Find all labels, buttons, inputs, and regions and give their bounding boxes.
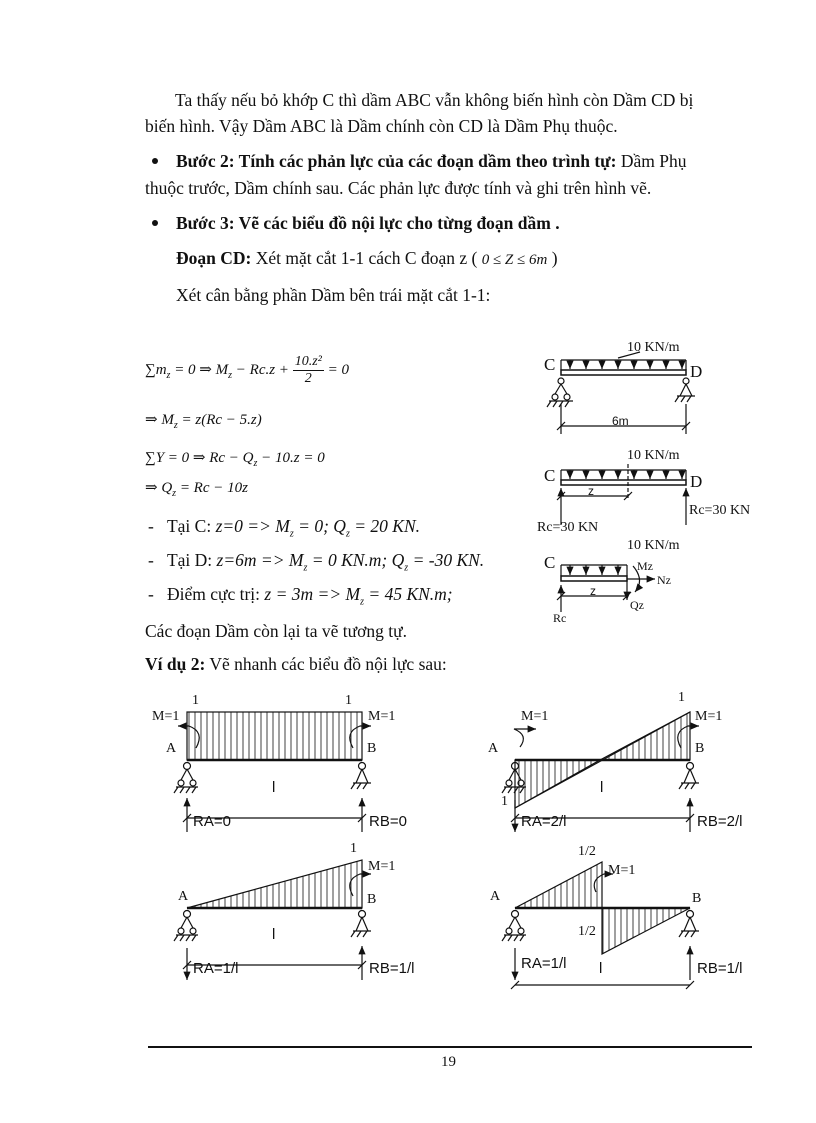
- reaction-a: RA=1/l: [521, 955, 567, 972]
- value-label: 1/2: [578, 844, 596, 859]
- balance-text: Xét cân bằng phần Dầm bên trái mặt cắt 1-1:: [176, 285, 491, 305]
- node-b: B: [367, 892, 377, 907]
- value-label: 1: [501, 794, 508, 809]
- segment-range: 0 ≤ Z ≤ 6m: [481, 252, 548, 268]
- segment-text: Xét mặt cắt 1-1 cách C đoạn z (: [255, 248, 478, 268]
- node-b: B: [695, 741, 705, 756]
- node-b: B: [367, 741, 377, 756]
- node-d: D: [690, 472, 703, 491]
- node-a: A: [166, 741, 177, 756]
- reaction-a: RA=0: [193, 813, 231, 830]
- z-label: z: [590, 584, 596, 598]
- moment-label: M=1: [608, 863, 636, 878]
- reaction-label: Rc: [553, 611, 567, 625]
- moment-label: M=1: [152, 709, 180, 724]
- moment-label: M=1: [368, 709, 396, 724]
- length-label: l: [600, 779, 604, 796]
- equation-shear-result: ⇒ $Q_z = Rc - 10z$: [145, 480, 248, 499]
- equation-moment-result: ⇒ $M_z = z(Rc - 5.z)$: [145, 412, 262, 431]
- node-c: C: [544, 466, 556, 485]
- load-label: 10 KN/m: [627, 448, 680, 463]
- moment-label: Mz: [637, 559, 653, 573]
- span-label: 6m: [612, 414, 629, 428]
- length-label: l: [272, 926, 276, 943]
- value-label: 1/2: [578, 924, 596, 939]
- length-label: l: [599, 960, 603, 977]
- step2-rest: Dầm Phụ: [620, 151, 687, 171]
- load-label: 10 KN/m: [627, 538, 680, 553]
- reaction-b: RB=1/l: [369, 960, 415, 977]
- length-label: l: [272, 779, 276, 796]
- para1-line1: Ta thấy nếu bỏ khớp C thì dầm ABC vẫn không biến hình còn Dầm CD bị: [175, 90, 694, 110]
- z-label: z: [588, 484, 594, 498]
- value-label: 1: [345, 693, 352, 708]
- page-number: 19: [441, 1054, 456, 1070]
- node-c: C: [544, 553, 556, 572]
- remaining-text: Các đoạn Dầm còn lại ta vẽ tương tự.: [145, 621, 407, 641]
- moment-label: M=1: [368, 859, 396, 874]
- beam-cd-section-figure: [557, 464, 686, 525]
- shear-label: Qz: [630, 598, 644, 612]
- moment-label: M=1: [695, 709, 723, 724]
- reaction-a: RA=1/l: [193, 960, 239, 977]
- step3-title: Bước 3: Vẽ các biểu đồ nội lực cho từng đoạn dầm .: [176, 213, 560, 233]
- example-line: Ví dụ 2: Vẽ nhanh các biểu đồ nội lực sau:: [145, 654, 447, 674]
- step2-line2: thuộc trước, Dầm chính sau. Các phản lực được tính và ghi trên hình vẽ.: [145, 178, 652, 198]
- moment-label: M=1: [521, 709, 549, 724]
- equation-shear: ∑Y = 0 ⇒ $Rc - Q_z - 10.z = 0$: [145, 450, 325, 469]
- reaction-a: RA=2/l: [521, 813, 567, 830]
- node-b: B: [692, 891, 702, 906]
- value-label: 1: [678, 690, 685, 705]
- value-label: 1: [350, 841, 357, 856]
- node-a: A: [490, 889, 501, 904]
- point-d: - Tại D: $z=6m => M_z = 0$ KN.m; $Q_z = -30$ KN.: [148, 550, 485, 574]
- node-a: A: [488, 741, 499, 756]
- step2-title: Bước 2: Tính các phản lực của các đoạn dầm theo trình tự:: [176, 151, 617, 171]
- equation-moment: $\sum m_z = 0$ ⇒ $M_z - Rc.z$ + $\frac{\text{10.z²}}{2}$ = 0: [145, 354, 349, 386]
- load-label: 10 KN/m: [627, 340, 680, 355]
- reaction-b: RB=2/l: [697, 813, 743, 830]
- reaction-d: Rc=30 KN: [689, 503, 751, 518]
- node-d: D: [690, 362, 703, 381]
- segment-close: ): [551, 248, 558, 268]
- reaction-c: Rc=30 KN: [537, 520, 599, 535]
- node-a: A: [178, 889, 189, 904]
- reaction-b: RB=0: [369, 813, 407, 830]
- para1-line2: biến hình. Vậy Dầm ABC là Dầm chính còn CD là Dầm Phụ thuộc.: [145, 116, 618, 136]
- reaction-b: RB=1/l: [697, 960, 743, 977]
- normal-force-label: Nz: [657, 573, 671, 587]
- node-c: C: [544, 355, 556, 374]
- value-label: 1: [192, 693, 199, 708]
- point-extreme: - Điểm cực trị: $z = 3m => M_z = 45$ KN.m;: [148, 584, 453, 608]
- point-c: - Tại C: $z=0 => M_z = 0$; $Q_z = 20$ KN.: [148, 516, 421, 540]
- segment-label: Đoạn CD:: [176, 248, 252, 268]
